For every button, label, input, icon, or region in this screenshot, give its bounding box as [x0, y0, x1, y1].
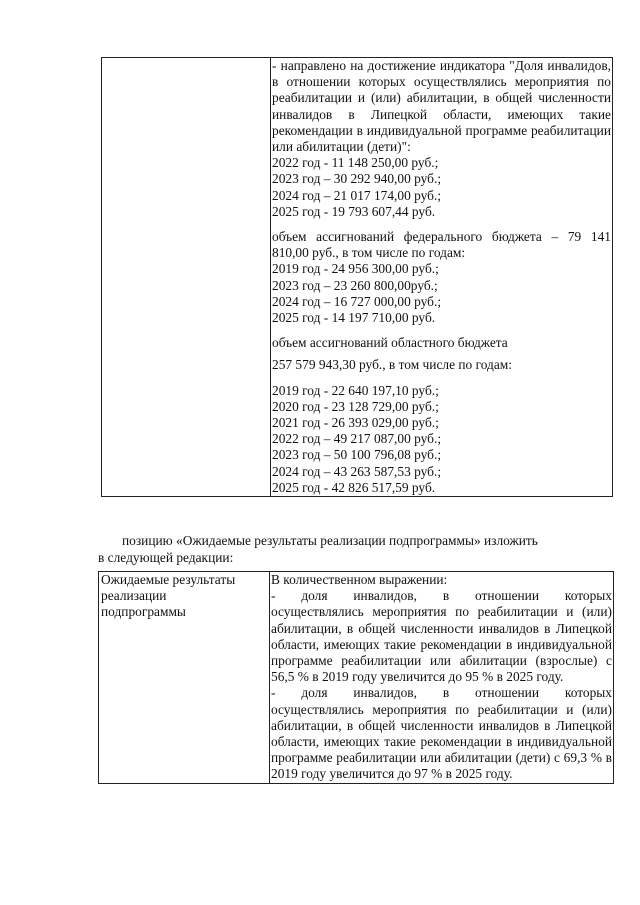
- label-line: подпрограммы: [101, 604, 186, 620]
- indicator-year-line: 2022 год - 11 148 250,00 руб.;: [272, 155, 439, 171]
- regional-year-line: 2023 год – 50 100 796,08 руб.;: [272, 447, 442, 463]
- federal-year-line: 2024 год – 16 727 000,00 руб.;: [272, 293, 442, 309]
- regional-year-line: 2019 год - 22 640 197,10 руб.;: [272, 382, 439, 398]
- expected-results-label-cell: [99, 572, 270, 784]
- amendment-paragraph: [98, 533, 618, 566]
- expected-results-content-cell: [270, 572, 614, 784]
- regional-year-line: 2025 год - 42 826 517,59 руб.: [272, 479, 436, 495]
- federal-budget-intro: объем ассигнований федерального бюджета – 79 141 810,00 руб., в том числе по годам:: [272, 229, 611, 261]
- amendment-line: в следующей редакции:: [98, 549, 234, 565]
- result-item-adults: - доля инвалидов, в отношении которых осуществлялись мероприятия по реабилитации и (или) абилитации, в общей численности инвалидов в Липецкой области, имеющих такие рекомендации в индивидуальной программе реабилитации или абилитации (взрослые) с 56,5 % в 2019 году увеличится до 95 % в 2025 году.: [271, 588, 616, 685]
- regional-year-line: 2021 год - 26 393 029,00 руб.;: [272, 415, 439, 431]
- result-item-children: - доля инвалидов, в отношении которых осуществлялись мероприятия по реабилитации и (или) абилитации, в общей численности инвалидов в Липецкой области, имеющих такие рекомендации в индивидуальной программе реабилитации или абилитации (дети) с 69,3 % в 2019 году увеличится до 97 % в 2025 году.: [271, 685, 616, 782]
- federal-year-list: [272, 261, 611, 326]
- federal-year-line: 2025 год - 14 197 710,00 руб.: [272, 310, 436, 326]
- expected-results-row: [99, 572, 614, 784]
- label-line: Ожидаемые результаты: [101, 572, 236, 587]
- label-line: реализации: [101, 588, 167, 604]
- indicator-text: - направлено на достижение индикатора "Доля инвалидов, в отношении которых осуществлялись мероприятия по реабилитации и (или) абилитации, в общей численности инвалидов в Липецкой области, имеющих такие рекомендации в индивидуальной программе реабилитации или абилитации (дети)":: [272, 58, 611, 155]
- expected-results-table: [98, 571, 614, 784]
- indicator-year-list: [272, 155, 611, 220]
- regional-year-line: 2024 год – 43 263 587,53 руб.;: [272, 463, 442, 479]
- indicator-year-line: 2025 год - 19 793 607,44 руб.: [272, 203, 436, 219]
- regional-year-line: 2022 год – 49 217 087,00 руб.;: [272, 431, 442, 447]
- indicator-year-line: 2023 год – 30 292 940,00 руб.;: [272, 171, 442, 187]
- regional-budget-intro: объем ассигнований областного бюджета: [272, 335, 508, 351]
- amendment-line: позицию «Ожидаемые результаты реализации подпрограммы» изложить: [122, 533, 538, 548]
- regional-year-list: [272, 383, 611, 496]
- regional-budget-total: 257 579 943,30 руб., в том числе по годам:: [272, 357, 512, 373]
- financing-content-cell: [271, 58, 613, 497]
- financing-label-cell: [102, 58, 271, 497]
- results-intro: В количественном выражении:: [271, 572, 448, 587]
- regional-year-line: 2020 год - 23 128 729,00 руб.;: [272, 398, 439, 414]
- financing-row: [102, 58, 613, 497]
- financing-table: [101, 57, 613, 497]
- indicator-year-line: 2024 год – 21 017 174,00 руб.;: [272, 187, 442, 203]
- federal-year-line: 2023 год – 23 260 800,00руб.;: [272, 277, 438, 293]
- federal-year-line: 2019 год - 24 956 300,00 руб.;: [272, 261, 439, 277]
